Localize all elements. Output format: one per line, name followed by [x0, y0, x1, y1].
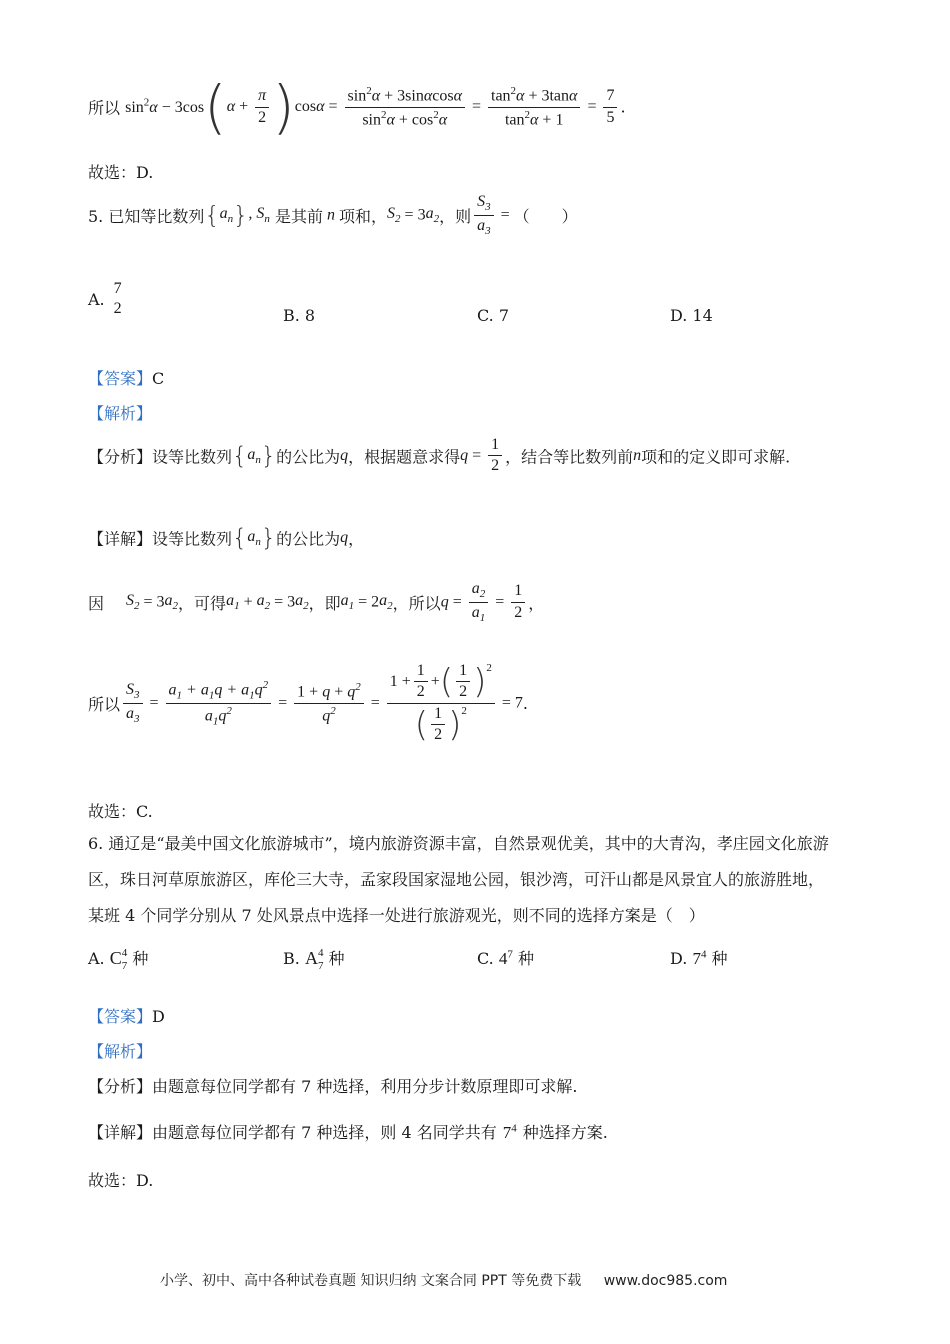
conclusion-prev: 故选：D.: [88, 163, 154, 182]
pi-over-2: $\frac{\pi}{2}$: [255, 87, 269, 127]
q6-answer: 【答案】D: [88, 1007, 165, 1026]
q6-conclusion: 故选：D.: [88, 1171, 154, 1190]
q6-option-d[interactable]: D. $7^4$ 种: [670, 948, 728, 968]
q6-option-b[interactable]: B. A 4 7 种: [283, 947, 345, 972]
q5-option-a[interactable]: A. 7 2: [88, 280, 122, 318]
footer-url[interactable]: www.doc985.com: [603, 1273, 728, 1289]
answer-tag: 【答案】: [88, 369, 153, 388]
q5-yin-line: 因 $S_2 = 3a_2$，可得$a_1 + a_2 = 3a_2$，即$a_1 = 2a_2$，所以q = $\frac{a_2}{a_1}$ = $\frac{1}{2}$ ，: [88, 580, 545, 625]
trig-expression: $\sin^2\alpha - 3\cos$: [125, 96, 205, 117]
q6-analysis-tag: 【解析】: [88, 1042, 153, 1061]
q5-option-b[interactable]: B. 8: [283, 306, 316, 325]
q5-option-d[interactable]: D. 14: [670, 306, 713, 325]
q6-stem-line-3: 某班 4 个同学分别从 7 处风景点中选择一处进行旅游观光，则不同的选择方案是（ ）: [88, 906, 705, 925]
fraction-tan: $\frac{\tan^2\alpha + 3\tan\alpha}{\tan^2\alpha + 1}$: [488, 85, 580, 129]
footer-text: 小学、初中、高中各种试卷真题 知识归纳 文案合同 PPT 等免费下载: [160, 1273, 582, 1289]
q5-conclusion: 故选：C.: [88, 802, 153, 821]
result-fraction: $\frac{7}{5}$: [603, 87, 617, 127]
formula-line-trig: 所以 $\sin^2\alpha - 3\cos(\alpha$ + $\frac{\pi}{2}$ )cosα = $\frac{\sin^2\alpha + 3\sin\alpha\cos\alpha}{\sin^2\alpha + \cos^2\alpha}$ = $\frac{\tan^2\alpha + 3\tan\alpha}{\tan^2\alpha + 1}$ = $\frac{7}{5}$ .: [88, 73, 626, 141]
page-footer: [160, 1270, 727, 1290]
q5-suoyi-line: 所以 $\frac{S_3}{a_3}$ = $\frac{a_1 + a_1q + a_1q^2}{a_1q^2}$ = $\frac{1 + q + q^2}{q^2}$ = 1 + $\frac{1}{2}$ + ( $\frac{1}{2}$ ) $^2$ ( $\frac{1}{2}$ ) $^2$ = 7.: [88, 661, 528, 745]
q5-fenxi: 【分析】设等比数列$\{a_n\}$的公比为q，根据题意求得q = $\frac{1}{2}$ ，结合等比数列前n项和的定义即可求解.: [88, 436, 791, 475]
q6-xiangjie: 【详解】由题意每位同学都有 7 种选择，则 4 名同学共有 $7^4$ 种选择方案.: [88, 1122, 608, 1142]
q5-stem: 5. 已知等比数列$\{a_n\}$, $S_n$ 是其前 n 项和，$S_2 = 3a_2$，则 $\frac{S_3}{a_3}$ = （ ）: [88, 193, 578, 238]
fraction-sin: $\frac{\sin^2\alpha + 3\sin\alpha\cos\alpha}{\sin^2\alpha + \cos^2\alpha}$: [345, 85, 465, 129]
s3-over-a3: $\frac{S_3}{a_3}$: [474, 193, 494, 238]
q6-stem-line-1: 6. 通辽是“最美中国文化旅游城市”，境内旅游资源丰富，自然景观优美，其中的大青沟，孝庄园文化旅游: [88, 834, 829, 853]
suoyi-prefix: 所以: [88, 98, 121, 118]
q5-xiangjie: 【详解】设等比数列$\{a_n\}$的公比为q，: [88, 524, 365, 552]
q5-answer: 【答案】C: [88, 369, 165, 388]
q6-option-a[interactable]: A. C 4 7 种: [88, 947, 149, 972]
q6-fenxi: 【分析】由题意每位同学都有 7 种选择，利用分步计数原理即可求解.: [88, 1077, 578, 1096]
answer-tag: 【答案】: [88, 1007, 153, 1026]
q5-option-c[interactable]: C. 7: [477, 306, 510, 325]
q6-stem-line-2: 区，珠日河草原旅游区，库伦三大寺，孟家段国家湿地公园，银沙湾，可汗山都是风景宜人的旅游胜地，: [88, 870, 825, 889]
q5-analysis-tag: 【解析】: [88, 404, 153, 423]
q6-option-c[interactable]: C. $4^7$ 种: [477, 948, 534, 968]
